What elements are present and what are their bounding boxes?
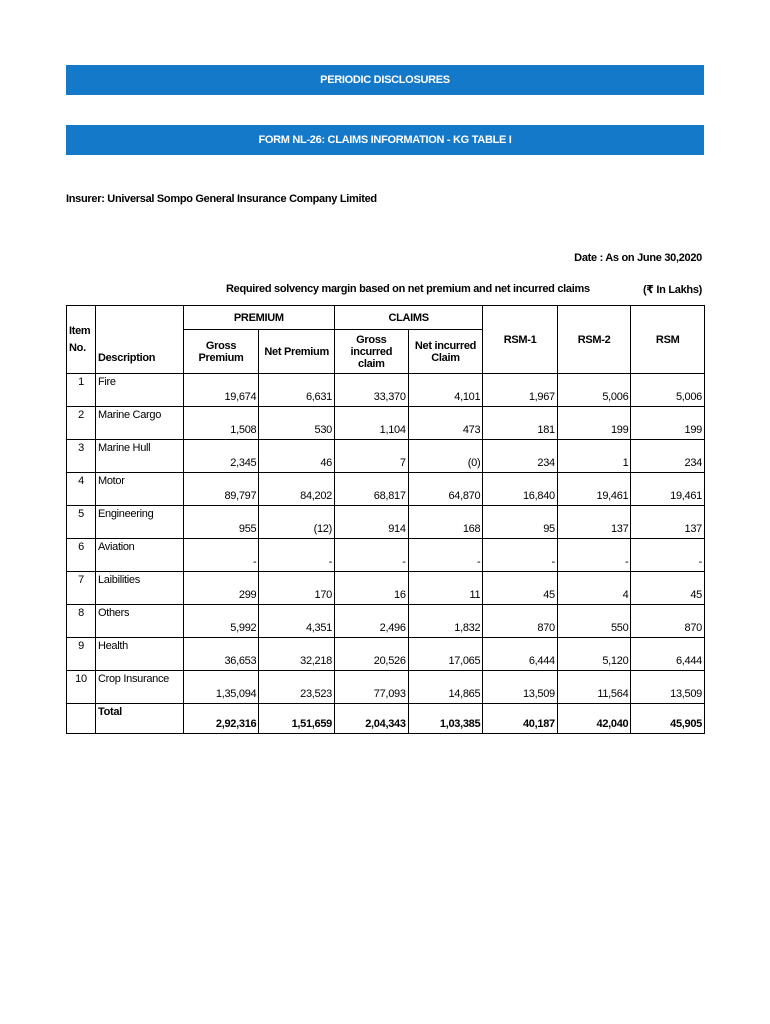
cell-rsm2: 550 — [557, 605, 631, 638]
cell-net-incurred-claim: 1,832 — [408, 605, 483, 638]
cell-item-no: 3 — [67, 440, 96, 473]
header-description: Description — [95, 306, 183, 374]
cell-rsm: 6,444 — [631, 638, 705, 671]
cell-net-incurred-claim: 473 — [408, 407, 483, 440]
cell-description: Health — [95, 638, 183, 671]
cell-rsm: 199 — [631, 407, 705, 440]
cell-rsm2: 137 — [557, 506, 631, 539]
header-rsm: RSM — [631, 306, 705, 374]
cell-description: Motor — [95, 473, 183, 506]
cell-gross-incurred-claim: 20,526 — [335, 638, 409, 671]
cell-description: Aviation — [95, 539, 183, 572]
cell-gross-incurred-claim: 2,04,343 — [335, 704, 409, 734]
header-net-incurred-claim: Net incurred Claim — [408, 330, 483, 374]
cell-gross-premium: 1,508 — [183, 407, 259, 440]
cell-net-premium: 530 — [259, 407, 335, 440]
table-row — [67, 440, 705, 473]
header-gross-incurred-claim: Gross incurred claim — [335, 330, 409, 374]
cell-net-incurred-claim: 17,065 — [408, 638, 483, 671]
table-row — [67, 374, 705, 407]
cell-rsm2: 5,120 — [557, 638, 631, 671]
cell-gross-incurred-claim: 68,817 — [335, 473, 409, 506]
cell-rsm: - — [631, 539, 705, 572]
cell-rsm: 19,461 — [631, 473, 705, 506]
cell-net-incurred-claim: 4,101 — [408, 374, 483, 407]
cell-net-premium: 84,202 — [259, 473, 335, 506]
cell-net-premium: 32,218 — [259, 638, 335, 671]
cell-rsm1: 45 — [483, 572, 558, 605]
table-row — [67, 638, 705, 671]
header-rsm1: RSM-1 — [483, 306, 558, 374]
cell-rsm2: 19,461 — [557, 473, 631, 506]
cell-net-premium: 23,523 — [259, 671, 335, 704]
cell-gross-premium: 89,797 — [183, 473, 259, 506]
cell-description: Engineering — [95, 506, 183, 539]
cell-gross-premium: 2,345 — [183, 440, 259, 473]
cell-item-no — [67, 704, 96, 734]
table-row — [67, 473, 705, 506]
cell-rsm1: 40,187 — [483, 704, 558, 734]
cell-rsm: 45 — [631, 572, 705, 605]
cell-rsm2: - — [557, 539, 631, 572]
cell-description: Others — [95, 605, 183, 638]
cell-item-no: 2 — [67, 407, 96, 440]
cell-net-incurred-claim: 14,865 — [408, 671, 483, 704]
cell-net-premium: 46 — [259, 440, 335, 473]
cell-rsm1: 234 — [483, 440, 558, 473]
cell-rsm2: 42,040 — [557, 704, 631, 734]
cell-gross-incurred-claim: 2,496 — [335, 605, 409, 638]
cell-gross-incurred-claim: 1,104 — [335, 407, 409, 440]
cell-rsm2: 1 — [557, 440, 631, 473]
cell-description: Crop Insurance — [95, 671, 183, 704]
cell-item-no: 8 — [67, 605, 96, 638]
cell-rsm1: 6,444 — [483, 638, 558, 671]
cell-gross-incurred-claim: 33,370 — [335, 374, 409, 407]
cell-gross-premium: 5,992 — [183, 605, 259, 638]
cell-gross-incurred-claim: - — [335, 539, 409, 572]
cell-item-no: 7 — [67, 572, 96, 605]
cell-net-incurred-claim: 1,03,385 — [408, 704, 483, 734]
cell-gross-incurred-claim: 77,093 — [335, 671, 409, 704]
cell-rsm: 234 — [631, 440, 705, 473]
cell-net-incurred-claim: - — [408, 539, 483, 572]
cell-rsm2: 199 — [557, 407, 631, 440]
periodic-disclosures-banner — [66, 65, 704, 95]
claims-table — [66, 305, 705, 734]
currency-unit: (₹ In Lakhs) — [642, 284, 702, 296]
header-rsm2: RSM-2 — [557, 306, 631, 374]
cell-item-no: 10 — [67, 671, 96, 704]
cell-description: Marine Cargo — [95, 407, 183, 440]
cell-gross-incurred-claim: 7 — [335, 440, 409, 473]
cell-rsm1: - — [483, 539, 558, 572]
table-total-row — [67, 704, 705, 734]
banner-title: PERIODIC DISCLOSURES — [320, 74, 450, 86]
cell-item-no: 5 — [67, 506, 96, 539]
cell-gross-premium: 1,35,094 — [183, 671, 259, 704]
cell-rsm2: 11,564 — [557, 671, 631, 704]
cell-rsm1: 870 — [483, 605, 558, 638]
cell-rsm1: 95 — [483, 506, 558, 539]
cell-net-premium: 1,51,659 — [259, 704, 335, 734]
table-row — [67, 539, 705, 572]
cell-description: Marine Hull — [95, 440, 183, 473]
report-date: Date : As on June 30,2020 — [574, 252, 702, 264]
cell-gross-incurred-claim: 914 — [335, 506, 409, 539]
cell-rsm1: 16,840 — [483, 473, 558, 506]
cell-rsm2: 5,006 — [557, 374, 631, 407]
cell-net-incurred-claim: 11 — [408, 572, 483, 605]
cell-net-premium: 4,351 — [259, 605, 335, 638]
table-row — [67, 671, 705, 704]
table-subtitle: Required solvency margin based on net premium and net incurred claims — [226, 283, 590, 295]
cell-net-premium: 170 — [259, 572, 335, 605]
cell-rsm: 137 — [631, 506, 705, 539]
cell-net-incurred-claim: (0) — [408, 440, 483, 473]
cell-net-premium: 6,631 — [259, 374, 335, 407]
header-claims-group: CLAIMS — [335, 306, 483, 330]
cell-rsm2: 4 — [557, 572, 631, 605]
cell-item-no: 4 — [67, 473, 96, 506]
form-title-banner — [66, 125, 704, 155]
header-item-no: Item No. — [67, 306, 96, 374]
cell-gross-incurred-claim: 16 — [335, 572, 409, 605]
table-body — [67, 374, 705, 734]
cell-item-no: 6 — [67, 539, 96, 572]
table-row — [67, 605, 705, 638]
cell-net-premium: - — [259, 539, 335, 572]
cell-description: Fire — [95, 374, 183, 407]
cell-gross-premium: 2,92,316 — [183, 704, 259, 734]
cell-item-no: 1 — [67, 374, 96, 407]
cell-gross-premium: 299 — [183, 572, 259, 605]
cell-rsm1: 181 — [483, 407, 558, 440]
table-row — [67, 506, 705, 539]
cell-net-incurred-claim: 168 — [408, 506, 483, 539]
cell-rsm: 870 — [631, 605, 705, 638]
cell-rsm: 45,905 — [631, 704, 705, 734]
cell-rsm1: 13,509 — [483, 671, 558, 704]
table-row — [67, 572, 705, 605]
header-net-premium: Net Premium — [259, 330, 335, 374]
cell-net-premium: (12) — [259, 506, 335, 539]
cell-gross-premium: 19,674 — [183, 374, 259, 407]
header-gross-premium: Gross Premium — [183, 330, 259, 374]
cell-net-incurred-claim: 64,870 — [408, 473, 483, 506]
cell-item-no: 9 — [67, 638, 96, 671]
cell-rsm: 5,006 — [631, 374, 705, 407]
cell-gross-premium: - — [183, 539, 259, 572]
table-row — [67, 407, 705, 440]
cell-description: Laibilities — [95, 572, 183, 605]
insurer-name: Insurer: Universal Sompo General Insurance Company Limited — [66, 193, 377, 205]
cell-rsm: 13,509 — [631, 671, 705, 704]
cell-gross-premium: 36,653 — [183, 638, 259, 671]
cell-rsm1: 1,967 — [483, 374, 558, 407]
form-title: FORM NL-26: CLAIMS INFORMATION - KG TABLE I — [258, 134, 512, 146]
cell-description: Total — [95, 704, 183, 734]
header-premium-group: PREMIUM — [183, 306, 334, 330]
cell-gross-premium: 955 — [183, 506, 259, 539]
